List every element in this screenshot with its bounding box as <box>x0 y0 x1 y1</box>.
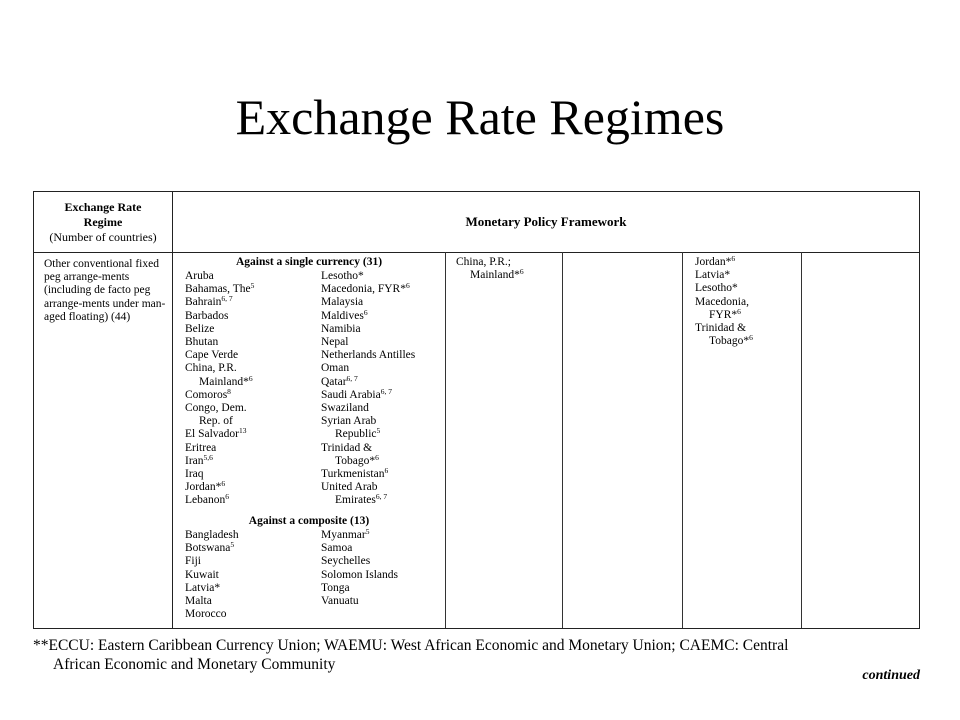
header-regime-line3: (Number of countries) <box>49 229 157 244</box>
country-entry: Latvia* <box>185 581 221 594</box>
country-entry: Lebanon$^6$ <box>185 492 229 507</box>
country-entry: China, P.R.; <box>456 256 511 268</box>
footnote-ref: 6 <box>737 306 741 316</box>
footnote-ref: 5 <box>365 527 370 536</box>
country-entry: Trinidad & <box>321 441 373 454</box>
continued-label: continued <box>862 668 920 683</box>
country-entry: Nepal <box>321 336 349 349</box>
country-entry: Tobago*$^6$ <box>335 452 379 467</box>
footnote-ref: 6, 7 <box>346 373 358 383</box>
footnote-ref: 6 <box>405 281 410 291</box>
composite-list-2 <box>321 529 398 608</box>
country-entry: Bahamas, The$^5$ <box>185 281 255 296</box>
country-entry: Iran$^{5,6}$ <box>185 452 213 467</box>
regime-description: Other conventional fixed peg arrange-ments (including de facto peg arrange-ments under man-aged floating) (44) <box>44 258 166 323</box>
country-entry: Iraq <box>185 468 204 481</box>
country-entry: Mainland*$^6$ <box>199 373 253 388</box>
column-3-list <box>456 256 524 282</box>
country-entry: Oman <box>321 362 350 375</box>
country-entry: Qatar$^{6, 7}$ <box>321 373 358 388</box>
footnote-ref: 5 <box>250 281 255 291</box>
country-entry: Botswana$^5$ <box>185 540 235 555</box>
country-entry: Eritrea <box>185 441 217 454</box>
footnote-line1: **ECCU: Eastern Caribbean Currency Union; WAEMU: West African Economic and Monetary Union; CAEMC: Central <box>33 637 789 654</box>
footnote-ref: 6 <box>375 452 379 462</box>
single-currency-heading: Against a single currency (31) <box>235 256 383 268</box>
footnote-line2: African Economic and Monetary Community <box>53 656 336 673</box>
country-entry: Macedonia, FYR*$^6$ <box>321 281 410 296</box>
column-5-list <box>695 256 753 348</box>
column-divider-4 <box>682 252 683 628</box>
country-entry: Solomon Islands <box>321 568 398 581</box>
country-entry: Samoa <box>321 542 353 555</box>
single-currency-list-1 <box>185 270 254 508</box>
column-divider-5 <box>801 252 802 628</box>
country-entry: Comoros$^8$ <box>185 386 231 401</box>
country-entry: Congo, Dem. <box>185 402 247 415</box>
country-entry: Lesotho* <box>321 270 364 282</box>
country-entry: Myanmar$^5$ <box>321 527 370 541</box>
header-regime-line1: Exchange Rate <box>64 199 142 214</box>
country-entry: Lesotho* <box>695 282 738 295</box>
country-entry: Syrian Arab <box>321 415 377 428</box>
footnote-ref: 6 <box>225 492 229 502</box>
country-entry: Jordan*$^6$ <box>695 254 736 268</box>
footnote-ref: 5 <box>376 426 381 436</box>
country-entry: Kuwait <box>185 568 219 581</box>
country-entry: Trinidad & <box>695 322 747 335</box>
country-entry: Swaziland <box>321 402 369 415</box>
composite-list-1 <box>185 529 239 621</box>
header-regime <box>34 192 172 252</box>
country-entry: Namibia <box>321 322 361 335</box>
column-divider-3 <box>562 252 563 628</box>
country-entry: Barbados <box>185 309 229 322</box>
country-entry: Macedonia, <box>695 295 749 308</box>
country-entry: Maldives$^6$ <box>321 307 368 322</box>
country-entry: Seychelles <box>321 555 371 568</box>
country-entry: Netherlands Antilles <box>321 349 416 362</box>
country-entry: Belize <box>185 322 215 335</box>
footnote-ref: 6 <box>363 307 368 317</box>
country-entry: Fiji <box>185 555 201 568</box>
country-entry: El Salvador$^{13}$ <box>185 426 247 441</box>
country-entry: China, P.R. <box>185 362 237 375</box>
footnote-ref: 6, 7 <box>221 294 233 304</box>
footnote-ref: 6 <box>221 479 226 489</box>
country-entry: Aruba <box>185 270 214 282</box>
single-currency-list-2 <box>321 270 415 508</box>
column-divider-2 <box>445 252 446 628</box>
country-entry: Bangladesh <box>185 529 239 541</box>
footnote <box>33 636 933 674</box>
country-entry: Bahrain$^{6, 7}$ <box>185 294 233 309</box>
footnote-ref: 6 <box>519 267 524 277</box>
footnote-ref: 6, 7 <box>375 492 388 502</box>
footnote-ref: 5,6 <box>203 452 213 462</box>
country-entry: Mainland*$^6$ <box>470 267 524 282</box>
country-entry: Vanuatu <box>321 595 359 608</box>
country-entry: Morocco <box>185 608 227 621</box>
header-divider <box>34 252 919 253</box>
country-entry: FYR*$^6$ <box>709 306 741 321</box>
slide-title: Exchange Rate Regimes <box>235 89 725 145</box>
country-entry: Emirates$^{6, 7}$ <box>335 492 388 507</box>
country-entry: Latvia* <box>695 269 731 282</box>
country-entry: Saudi Arabia$^{6, 7}$ <box>321 386 392 401</box>
header-regime-line2: Regime <box>83 214 123 229</box>
country-entry: Rep. of <box>199 415 233 428</box>
footnote-ref: 6 <box>731 254 736 263</box>
footnote-ref: 6 <box>749 333 753 343</box>
country-entry: Jordan*$^6$ <box>185 479 226 494</box>
header-monetary-policy: Monetary Policy Framework <box>465 214 627 229</box>
country-entry: Turkmenistan$^6$ <box>321 466 389 481</box>
footnote-ref: 6, 7 <box>380 386 392 396</box>
country-entry: United Arab <box>321 481 378 494</box>
footnote-ref: 5 <box>230 540 235 550</box>
footnote-ref: 6 <box>248 373 253 383</box>
country-entry: Malaysia <box>321 296 364 309</box>
footnote-ref: 6 <box>384 466 389 476</box>
regime-table <box>33 191 920 629</box>
country-entry: Republic$^5$ <box>335 426 381 441</box>
country-entry: Cape Verde <box>185 349 239 362</box>
country-entry: Tonga <box>321 581 350 594</box>
country-entry: Bhutan <box>185 336 219 349</box>
country-entry: Malta <box>185 595 212 608</box>
composite-heading: Against a composite (13) <box>248 515 370 527</box>
country-entry: Tobago*$^6$ <box>709 333 753 348</box>
footnote-ref: 8 <box>227 386 231 396</box>
footnote-ref: 13 <box>238 426 247 436</box>
